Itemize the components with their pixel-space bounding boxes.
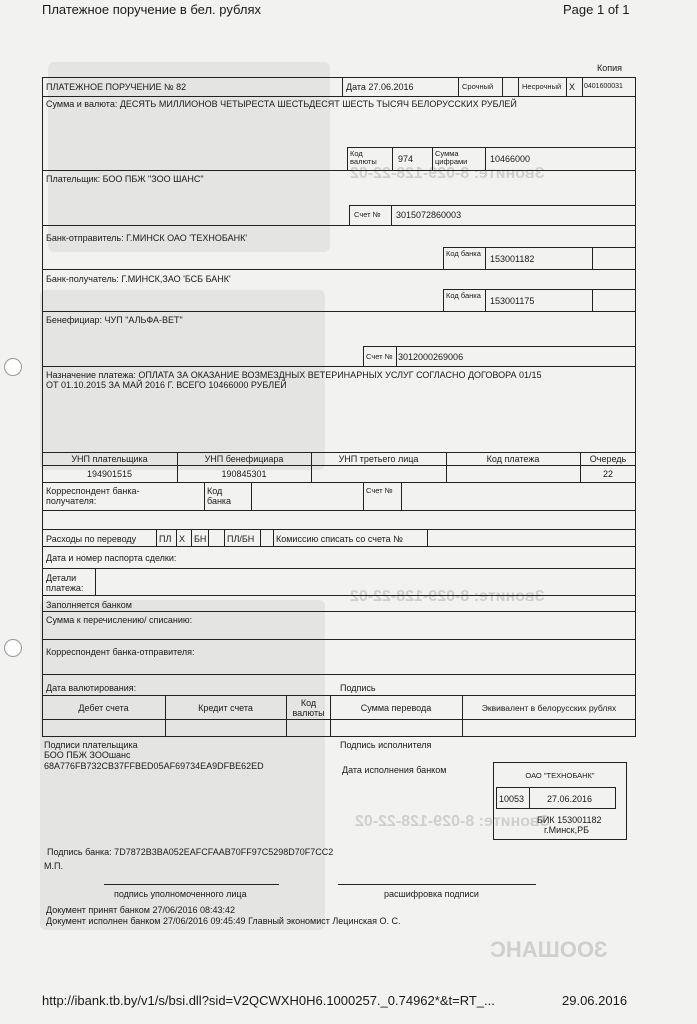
details-label: Детали платежа: (46, 573, 84, 593)
urgent-label: Срочный (462, 82, 494, 91)
divider (42, 96, 636, 97)
currency-code: 974 (398, 154, 414, 164)
accepted-note: Документ принят банком 27/06/2016 08:43:42 (46, 905, 236, 915)
payer-text: Плательщик: БОО ПБЖ "ЗОО ШАНС" (46, 174, 204, 184)
divider (458, 77, 459, 96)
expenses-payer-mark: X (179, 534, 186, 544)
divider (462, 695, 463, 737)
divider (165, 695, 166, 737)
divider (518, 77, 519, 96)
divider (42, 639, 636, 640)
divider (42, 482, 636, 483)
sender-correspondent-label: Корреспондент банка-отправителя: (46, 647, 195, 657)
divider (443, 247, 636, 248)
accounts-header-equivalent: Эквивалент в белорусских рублях (481, 703, 617, 713)
divider (42, 465, 636, 466)
expenses-payer-option: ПЛ (159, 534, 172, 544)
bank-fill-label: Заполняется банком (46, 600, 132, 610)
transfer-sum-label: Сумма к перечислению/ списанию: (46, 615, 193, 625)
payer-signature-hash: 68A776FB732CB37FFBED05AF69734EA9DFBE62ED (44, 761, 264, 771)
passport-label: Дата и номер паспорта сделки: (46, 553, 177, 563)
sender-bank-code-label: Код банка (446, 249, 481, 258)
divider (392, 147, 393, 170)
copy-label: Копия (597, 63, 623, 73)
receiver-bank-text: Банк-получатель: Г.МИНСК,ЗАО 'БСБ БАНК' (46, 274, 231, 284)
unp-header-beneficiary: УНП бенефициара (204, 454, 284, 464)
divider (208, 529, 209, 546)
bleed-through-text-2: Звоните: 8-029-128-22-02 (350, 588, 545, 605)
divider (432, 147, 433, 170)
stamp-city: г.Минск,РБ (544, 825, 590, 835)
divider (592, 247, 593, 269)
accounts-header-amount: Сумма перевода (360, 703, 432, 713)
divider (42, 170, 636, 171)
stamp-place: М.П. (44, 861, 63, 871)
accounts-header-credit: Кредит счета (198, 703, 253, 713)
order-title: ПЛАТЕЖНОЕ ПОРУЧЕНИЕ № 82 (46, 82, 187, 92)
divider (443, 247, 444, 269)
divider (347, 147, 348, 170)
divider (42, 225, 636, 226)
divider (176, 529, 177, 546)
expenses-beneficiary-option: БН (194, 534, 207, 544)
payer-account-label: Счет № (354, 210, 381, 219)
bank-execution-date-label: Дата исполнения банком (342, 765, 447, 775)
unp-header-payment-code: Код платежа (486, 454, 540, 464)
unp-beneficiary-value: 190845301 (221, 469, 267, 479)
non-urgent-label: Несрочный (522, 82, 562, 91)
sender-bank-code: 153001182 (490, 254, 535, 264)
divider (342, 77, 343, 96)
divider (443, 289, 636, 290)
divider (363, 482, 364, 510)
divider (42, 611, 636, 612)
bleed-through-text-1: Звоните: 8-029-128-22-02 (350, 165, 545, 182)
divider (42, 595, 636, 596)
divider (95, 568, 96, 595)
value-date-label: Дата валютирования: (46, 683, 137, 693)
form-code: 0401600031 (584, 83, 623, 90)
page-number: Page 1 of 1 (563, 2, 630, 17)
divider (42, 311, 636, 312)
correspondent-code-label: Код банка (207, 486, 232, 506)
divider (443, 289, 444, 311)
divider (42, 568, 636, 569)
divider (566, 77, 567, 96)
non-urgent-mark: X (569, 82, 576, 92)
unp-header-third-party: УНП третьего лица (338, 454, 419, 464)
divider (156, 529, 157, 546)
divider (42, 674, 636, 675)
divider (42, 269, 636, 270)
beneficiary-account: 3012000269006 (398, 352, 464, 362)
signature-line-decode (338, 884, 536, 885)
bleed-through-text-4: ЗООШАНС (490, 937, 608, 962)
signature-label: Подпись (340, 683, 376, 693)
divider (502, 77, 503, 96)
divider (42, 546, 636, 547)
divider (592, 289, 593, 311)
amount-text: Сумма и валюта: ДЕСЯТЬ МИЛЛИОНОВ ЧЕТЫРЕСТА ШЕСТЬДЕСЯТ ШЕСТЬ ТЫСЯЧ БЕЛОРУССКИХ РУБЛЕЙ (46, 99, 517, 109)
divider (260, 529, 261, 546)
punch-hole-top (4, 358, 22, 376)
divider (330, 695, 331, 737)
divider (42, 366, 636, 367)
divider (251, 482, 252, 510)
payer-account: 3015072860003 (396, 210, 462, 220)
divider (396, 346, 397, 366)
beneficiary-text: Бенефициар: ЧУП "АЛЬФА-ВЕТ" (46, 315, 183, 325)
punch-hole-bottom (4, 639, 22, 657)
decode-signature-caption: расшифровка подписи (384, 889, 479, 899)
footer-url[interactable]: http://ibank.tb.by/v1/s/bsi.dll?sid=V2QCWXH0H6.1000257._0.74962*&t=RT_... (42, 993, 495, 1008)
divider (363, 346, 636, 347)
unp-header-queue: Очередь (589, 454, 627, 464)
divider (391, 205, 392, 225)
payer-organization: БОО ПБЖ ЗООшанс (44, 750, 131, 760)
divider (204, 482, 205, 510)
divider (349, 205, 636, 206)
purpose-line-2: ОТ 01.10.2015 ЗА МАЙ 2016 Г. ВСЕГО 10466000 РУБЛЕЙ (46, 380, 287, 390)
divider (42, 510, 636, 511)
stamp-number: 10053 (499, 794, 525, 804)
divider (485, 147, 486, 170)
unp-payer-value: 194901515 (86, 469, 133, 479)
payer-signatures-label: Подписи плательщика (44, 740, 138, 750)
accounts-header-debit: Дебет счета (78, 703, 129, 713)
accounts-header-currency-code: Код валюты (292, 698, 325, 718)
divider (529, 787, 530, 809)
divider (349, 205, 350, 225)
receiver-bank-code-label: Код банка (446, 291, 481, 300)
divider (273, 529, 274, 546)
sum-digits-label: Сумма цифрами (435, 149, 468, 166)
divider (42, 695, 636, 696)
signature-line-authorized (104, 884, 279, 885)
order-date: Дата 27.06.2016 (346, 82, 414, 92)
divider (42, 452, 636, 453)
divider (427, 529, 428, 546)
receiver-bank-code: 153001175 (490, 296, 535, 306)
bank-signature: Подпись банка: 7D7872B3BA052EAFCFAAB70FF97C5298D70F7CC2 (47, 847, 334, 857)
unp-header-payer: УНП плательщика (71, 454, 148, 464)
expenses-shared-option: ПЛ/БН (227, 534, 255, 544)
sum-digits: 10466000 (490, 154, 531, 164)
correspondent-label: Корреспондент банка-получателя: (46, 486, 140, 506)
expenses-label: Расходы по переводу (46, 534, 137, 544)
bleed-through-text-3: Звоните: 8-029-128-22-02 (355, 813, 550, 830)
divider (191, 529, 192, 546)
authorized-signature-caption: подпись уполномоченного лица (114, 889, 247, 899)
currency-code-label: Код валюты (350, 149, 377, 166)
purpose-line-1: Назначение платежа: ОПЛАТА ЗА ОКАЗАНИЕ ВОЗМЕЗДНЫХ ВЕТЕРИНАРНЫХ УСЛУГ СОГЛАСНО ДОГОВОРА 01/15 (46, 370, 542, 380)
commission-label: Комиссию списать со счета № (276, 534, 403, 544)
document-title: Платежное поручение в бел. рублях (42, 2, 261, 17)
divider (347, 147, 636, 148)
executor-signature-label: Подпись исполнителя (340, 740, 432, 750)
divider (363, 346, 364, 366)
divider (42, 719, 636, 720)
sender-bank-text: Банк-отправитель: Г.МИНСК ОАО 'ТЕХНОБАНК' (46, 233, 248, 243)
executed-note: Документ исполнен банком 27/06/2016 09:45:49 Главный экономист Лецинская О. С. (46, 916, 401, 926)
divider (42, 529, 636, 530)
stamp-bik: БИК 153001182 (537, 815, 602, 825)
beneficiary-account-label: Счет № (366, 352, 393, 361)
correspondent-account-label: Счет № (366, 486, 393, 495)
divider (224, 529, 225, 546)
stamp-bank-name: ОАО "ТЕХНОБАНК" (525, 771, 595, 780)
divider (582, 77, 583, 96)
footer-date: 29.06.2016 (562, 993, 628, 1008)
divider (401, 482, 402, 510)
unp-queue-value: 22 (602, 469, 613, 479)
stamp-date: 27.06.2016 (547, 794, 593, 804)
divider (485, 247, 486, 269)
divider (485, 289, 486, 311)
